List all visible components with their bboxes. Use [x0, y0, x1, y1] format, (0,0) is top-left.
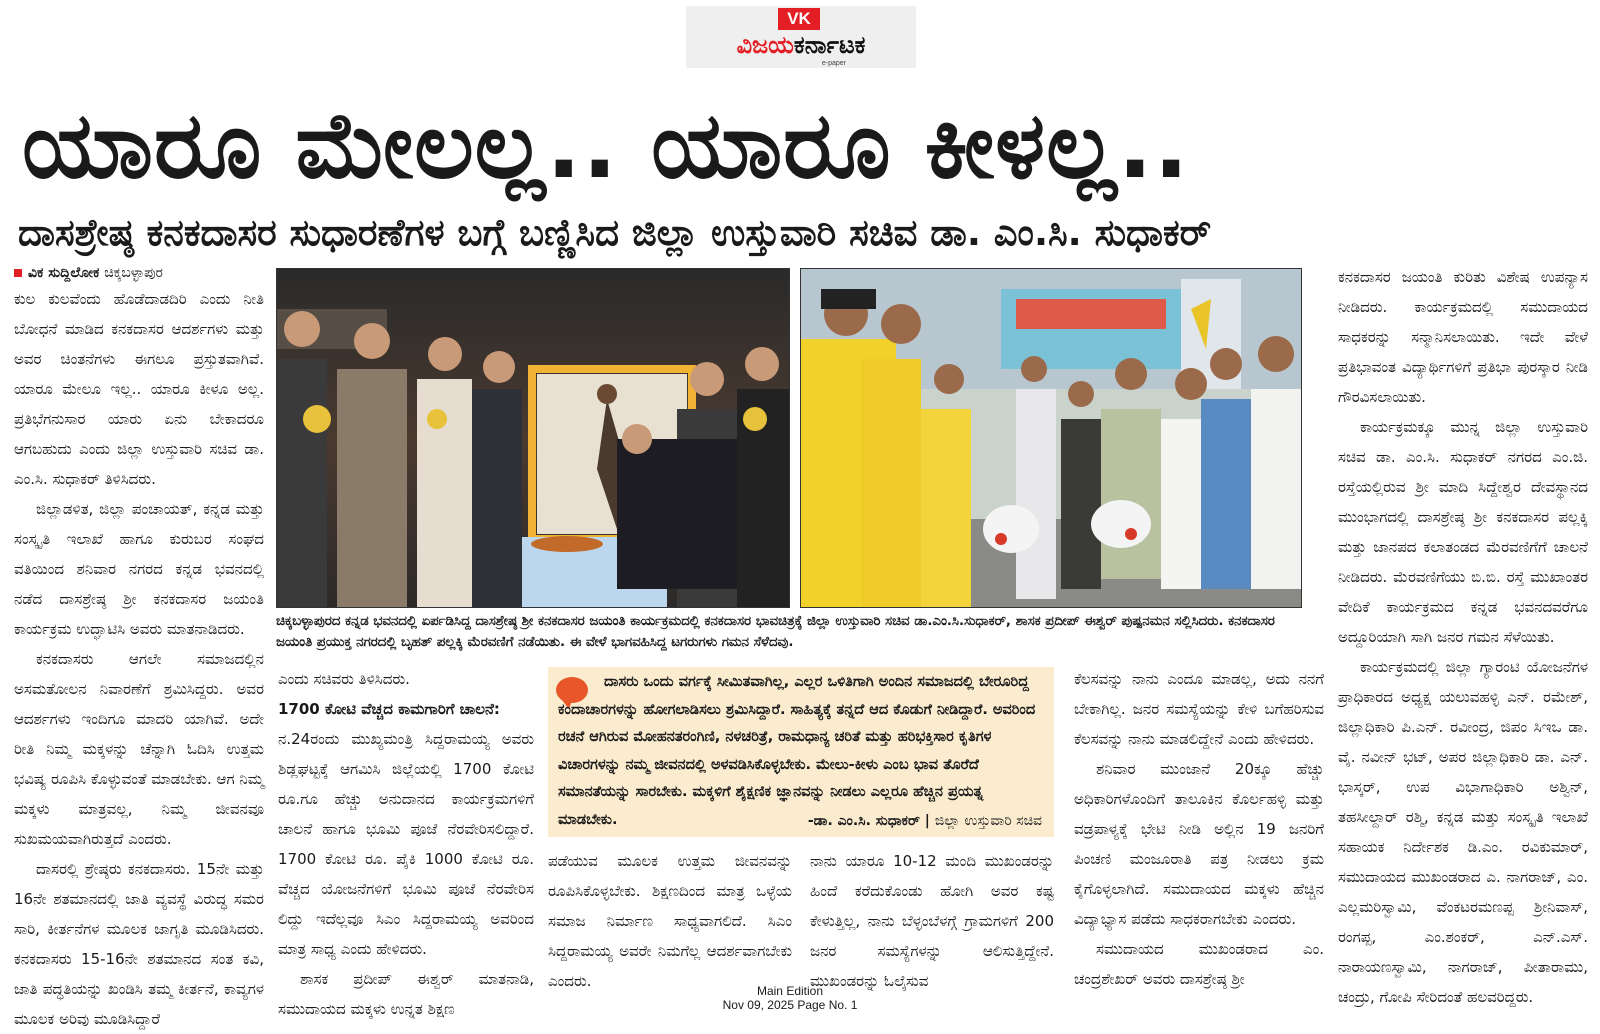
- col2-lead: ಎಂದು ಸಚಿವರು ತಿಳಿಸಿದರು.: [278, 670, 410, 688]
- dateline: [14, 262, 264, 284]
- photo-kanaka-bhavana-tribute: [276, 268, 790, 608]
- col6-para-1: ಕನಕದಾಸರ ಜಯಂತಿ ಕುರಿತು ವಿಶೇಷ ಉಪನ್ಯಾಸ ನೀಡಿದರು. ಕಾರ್ಯಕ್ರಮದಲ್ಲಿ ಸಮುದಾಯದ ಸಾಧಕರನ್ನು ಸನ್ಮಾನಿಸಲಾಯಿತು. ಇದೇ ವೇಳೆ ಪ್ರತಿಭಾವಂತ ವಿದ್ಯಾರ್ಥಿಗಳಿಗೆ ಪ್ರತಿಭಾ ಪುರಸ್ಕಾರ ನೀಡಿ ಗೌರವಿಸಲಾಯಿತು.: [1338, 268, 1588, 406]
- article-column-5: [1074, 664, 1324, 988]
- date-page-label: Nov 09, 2025 Page No. 1: [722, 998, 858, 1012]
- col2-subhead: 1700 ಕೋಟಿ ವೆಚ್ಚದ ಕಾಮಗಾರಿಗೆ ಚಾಲನೆ:: [278, 700, 500, 718]
- article-column-6: [1338, 262, 1588, 1006]
- col5-para-1: ಕೆಲಸವನ್ನು ನಾನು ಎಂದೂ ಮಾಡಲ್ಲ, ಅದು ನನಗೆ ಬೇಕಾಗಿಲ್ಲ. ಜನರ ಸಮಸ್ಯೆಯನ್ನು ಕೇಳಿ ಬಗೆಹರಿಸುವ ಕೆಲಸವನ್ನು ನಾನು ಮಾಡಲಿದ್ದೇನೆ ಎಂದು ಹೇಳಿದರು.: [1074, 670, 1324, 748]
- quote-box: [548, 667, 1054, 837]
- newspaper-name-black: ಕರ್ನಾಟಕ: [793, 31, 866, 59]
- dateline-bureau: ವಿಕ ಸುದ್ದಿಲೋಕ: [28, 265, 100, 281]
- newspaper-name-red: ವಿಜಯ: [736, 31, 794, 59]
- article-column-4: [810, 846, 1054, 990]
- photo-2-image: [801, 269, 1301, 607]
- col1-para-4: ದಾಸರಲ್ಲಿ ಶ್ರೇಷ್ಠರು ಕನಕದಾಸರು. 15ನೇ ಮತ್ತು 16ನೇ ಶತಮಾನದಲ್ಲಿ ಜಾತಿ ವ್ಯವಸ್ಥೆ ವಿರುದ್ಧ ಸಮರ ಸಾರಿ, ಕೀರ್ತನೆಗಳ ಮೂಲಕ ಜಾಗೃತಿ ಮೂಡಿಸಿದರು. ಕನಕದಾಸರು 15-16ನೇ ಶತಮಾನದ ಸಂತ ಕವಿ, ಜಾತಿ ಪದ್ಧತಿಯನ್ನು ಖಂಡಿಸಿ ತಮ್ಮ ಕೀರ್ತನೆ, ಕಾವ್ಯಗಳ ಮೂಲಕ ಅರಿವು ಮೂಡಿಸಿದ್ದಾರೆ: [14, 860, 264, 1028]
- article-column-2: [278, 664, 534, 1018]
- col4-para: ನಾನು ಯಾರೂ 10-12 ಮಂದಿ ಮುಖಂಡರನ್ನು ಹಿಂದೆ ಕರೆದುಕೊಂಡು ಹೋಗಿ ಅವರ ಕಷ್ಟ ಕೇಳುತ್ತಿಲ್ಲ, ನಾನು ಬೆಳ್ಳಂಬೆಳಗ್ಗೆ ಗ್ರಾಮಗಳಿಗೆ 200 ಜನರ ಸಮಸ್ಯೆಗಳನ್ನು ಆಲಿಸುತ್ತಿದ್ದೇನೆ. ಮುಖಂಡರನ್ನು ಓಲೈಸುವ: [810, 852, 1054, 990]
- col1-para-1: ಕುಲ ಕುಲವೆಂದು ಹೊಡೆದಾಡದಿರಿ ಎಂದು ನೀತಿ ಬೋಧನೆ ಮಾಡಿದ ಕನಕದಾಸರ ಆದರ್ಶಗಳು ಮತ್ತು ಅವರ ಚಿಂತನೆಗಳು ಈಗಲೂ ಪ್ರಸ್ತುತವಾಗಿವೆ. ಯಾರೂ ಮೇಲೂ ಇಲ್ಲ.. ಯಾರೂ ಕೀಳೂ ಅಲ್ಲ. ಪ್ರತಿಭೆಗನುಸಾರ ಯಾರು ಏನು ಬೇಕಾದರೂ ಆಗಬಹುದು ಎಂದು ಜಿಲ್ಲಾ ಉಸ್ತುವಾರಿ ಸಚಿವ ಡಾ. ಎಂ.ಸಿ. ಸುಧಾಕರ್ ತಿಳಿಸಿದರು.: [14, 290, 264, 488]
- col6-para-3: ಕಾರ್ಯಕ್ರಮದಲ್ಲಿ ಜಿಲ್ಲಾ ಗ್ಯಾರಂಟಿ ಯೋಜನೆಗಳ ಪ್ರಾಧಿಕಾರದ ಅಧ್ಯಕ್ಷ ಯಲುವಹಳ್ಳಿ ಎನ್. ರಮೇಶ್, ಜಿಲ್ಲಾಧಿಕಾರಿ ಪಿ.ಎನ್. ರವೀಂದ್ರ, ಜಿಪಂ ಸಿಇಒ ಡಾ. ವೈ. ನವೀನ್ ಭಟ್, ಅಪರ ಜಿಲ್ಲಾಧಿಕಾರಿ ಡಾ. ಎನ್. ಭಾಸ್ಕರ್, ಉಪ ವಿಭಾಗಾಧಿಕಾರಿ ಅಶ್ವಿನ್, ತಹಸೀಲ್ದಾರ್ ರಶ್ಮಿ, ಕನ್ನಡ ಮತ್ತು ಸಂಸ್ಕೃತಿ ಇಲಾಖೆ ಸಹಾಯಕ ನಿರ್ದೇಶಕ ಡಿ.ಎಂ. ರವಿಕುಮಾರ್, ಸಮುದಾಯದ ಮುಖಂಡರಾದ ಎ. ನಾಗರಾಜ್, ಎಂ. ಎಲ್ಲಮರಿಸ್ವಾಮಿ, ವೆಂಕಟರಮಣಪ್ಪ ಶ್ರೀನಿವಾಸ್, ರಂಗಪ್ಪ, ಎಂ.ಶಂಕರ್, ಎನ್.ಎಸ್. ನಾರಾಯಣಸ್ವಾಮಿ, ನಾಗರಾಜ್, ಪೀತಾರಾಮು, ಚಂದ್ರು, ಗೋಪಿ ಸೇರಿದಂತೆ ಹಲವರಿದ್ದರು.: [1338, 658, 1588, 1006]
- col1-para-2: ಜಿಲ್ಲಾಡಳಿತ, ಜಿಲ್ಲಾ ಪಂಚಾಯತ್, ಕನ್ನಡ ಮತ್ತು ಸಂಸ್ಕೃತಿ ಇಲಾಖೆ ಹಾಗೂ ಕುರುಬರ ಸಂಘದ ವತಿಯಿಂದ ಶನಿವಾರ ನಗರದ ಕನ್ನಡ ಭವನದಲ್ಲಿ ನಡೆದ ದಾಸಶ್ರೇಷ್ಠ ಶ್ರೀ ಕನಕದಾಸರ ಜಯಂತಿ ಕಾರ್ಯಕ್ರಮ ಉದ್ಘಾಟಿಸಿ ಅವರು ಮಾತನಾಡಿದರು.: [14, 500, 264, 638]
- quote-author-role: ಜಿಲ್ಲಾ ಉಸ್ತುವಾರಿ ಸಚಿವ: [934, 813, 1042, 829]
- masthead-logo: [686, 6, 916, 68]
- quote-author: -ಡಾ. ಎಂ.ಸಿ. ಸುಧಾಕರ್: [807, 813, 920, 829]
- page-footer: [720, 984, 860, 1012]
- edition-label: Main Edition: [756, 984, 824, 998]
- epaper-label: e-paper: [821, 60, 846, 67]
- col5-para-3: ಸಮುದಾಯದ ಮುಖಂಡರಾದ ಎಂ. ಚಂದ್ರಶೇಖರ್ ಅವರು ದಾಸಶ್ರೇಷ್ಠ ಶ್ರೀ: [1074, 940, 1324, 988]
- col6-para-2: ಕಾರ್ಯಕ್ರಮಕ್ಕೂ ಮುನ್ನ ಜಿಲ್ಲಾ ಉಸ್ತುವಾರಿ ಸಚಿವ ಡಾ. ಎಂ.ಸಿ. ಸುಧಾಕರ್ ನಗರದ ಎಂ.ಜಿ. ರಸ್ತೆಯಲ್ಲಿರುವ ಶ್ರೀ ಮಾದಿ ಸಿದ್ದೇಶ್ವರ ದೇವಸ್ಥಾನದ ಮುಂಭಾಗದಲ್ಲಿ ದಾಸಶ್ರೇಷ್ಠ ಶ್ರೀ ಕನಕದಾಸರ ಪಲ್ಲಕ್ಕಿ ಮತ್ತು ಜಾನಪದ ಕಲಾತಂಡದ ಮೆರವಣಿಗೆಗೆ ಚಾಲನೆ ನೀಡಿದರು. ಮೆರವಣಿಗೆಯು ಬಿ.ಬಿ. ರಸ್ತೆ ಮುಖಾಂತರ ವೇದಿಕೆ ಕಾರ್ಯಕ್ರಮದ ಕನ್ನಡ ಭವನದವರೆಗೂ ಅದ್ದೂರಿಯಾಗಿ ಸಾಗಿ ಜನರ ಗಮನ ಸೆಳೆಯಿತು.: [1338, 418, 1588, 646]
- vk-badge: VK: [778, 8, 820, 30]
- col5-para-2: ಶನಿವಾರ ಮುಂಜಾನೆ 20ಕ್ಕೂ ಹೆಚ್ಚು ಅಧಿಕಾರಿಗಳೊಂದಿಗೆ ತಾಲೂಕಿನ ಕೊರ್ಲಹಳ್ಳಿ ಮತ್ತು ವಡ್ರಪಾಳ್ಯಕ್ಕೆ ಭೇಟಿ ನೀಡಿ ಅಲ್ಲಿನ 19 ಜನರಿಗೆ ಪಿಂಚಣಿ ಮಂಜೂರಾತಿ ಪತ್ರ ನೀಡಲು ಕ್ರಮ ಕೈಗೊಳ್ಳಲಾಗಿದೆ. ಸಮುದಾಯದ ಮಕ್ಕಳು ಹೆಚ್ಚಿನ ವಿದ್ಯಾಭ್ಯಾಸ ಪಡೆದು ಸಾಧಕರಾಗಬೇಕು ಎಂದರು.: [1074, 760, 1324, 928]
- quote-signature: -ಡಾ. ಎಂ.ಸಿ. ಸುಧಾಕರ್ | ಜಿಲ್ಲಾ ಉಸ್ತುವಾರಿ ಸಚಿವ: [807, 813, 1042, 829]
- dateline-marker: [14, 269, 22, 277]
- photo-caption: ಚಿಕ್ಕಬಳ್ಳಾಪುರದ ಕನ್ನಡ ಭವನದಲ್ಲಿ ಏರ್ಪಡಿಸಿದ್ದ ದಾಸಶ್ರೇಷ್ಠ ಶ್ರೀ ಕನಕದಾಸರ ಜಯಂತಿ ಕಾರ್ಯಕ್ರಮದಲ್ಲಿ ಕನಕದಾಸರ ಭಾವಚಿತ್ರಕ್ಕೆ ಜಿಲ್ಲಾ ಉಸ್ತುವಾರಿ ಸಚಿವ ಡಾ.ಎಂ.ಸಿ.ಸುಧಾಕರ್, ಶಾಸಕ ಪ್ರದೀಪ್ ಈಶ್ವರ್ ಪುಷ್ಪನಮನ ಸಲ್ಲಿಸಿದರು. ಕನಕದಾಸರ ಜಯಂತಿ ಪ್ರಯುಕ್ತ ನಗರದಲ್ಲಿ ಬೃಹತ್ ಪಲ್ಲಕ್ಕಿ ಮೆರವಣಿಗೆ ನಡೆಯಿತು. ಈ ವೇಳೆ ಭಾಗವಹಿಸಿದ್ದ ಟಗರುಗಳು ಗಮನ ಸೆಳೆದವು.: [276, 614, 1275, 650]
- headline: ಯಾರೂ ಮೇಲಲ್ಲ.. ಯಾರೂ ಕೀಳಲ್ಲ..: [22, 92, 1190, 199]
- subheadline: ದಾಸಶ್ರೇಷ್ಠ ಕನಕದಾಸರ ಸುಧಾರಣೆಗಳ ಬಗ್ಗೆ ಬಣ್ಣಿಸಿದ ಜಿಲ್ಲಾ ಉಸ್ತುವಾರಿ ಸಚಿವ ಡಾ. ಎಂ.ಸಿ. ಸುಧಾಕರ್: [18, 211, 1212, 254]
- newspaper-name: [686, 30, 916, 60]
- col2-body-2: ಶಾಸಕ ಪ್ರದೀಪ್ ಈಶ್ವರ್ ಮಾತನಾಡಿ, ಸಮುದಾಯದ ಮಕ್ಕಳು ಉನ್ನತ ಶಿಕ್ಷಣ: [278, 970, 534, 1018]
- photo-palanquin-procession: [800, 268, 1302, 608]
- article-column-1: [14, 284, 264, 1028]
- quote-text: ದಾಸರು ಒಂದು ವರ್ಗಕ್ಕೆ ಸೀಮಿತವಾಗಿಲ್ಲ, ಎಲ್ಲರ ಒಳಿತಿಗಾಗಿ ಅಂದಿನ ಸಮಾಜದಲ್ಲಿ ಬೇರೂರಿದ್ದ ಕಂದಾಚಾರಗಳನ್ನು ಹೋಗಲಾಡಿಸಲು ಶ್ರಮಿಸಿದ್ದಾರೆ. ಸಾಹಿತ್ಯಕ್ಕೆ ತನ್ನದೆ ಆದ ಕೊಡುಗೆ ನೀಡಿದ್ದಾರೆ. ಅವರಿಂದ ರಚನೆ ಆಗಿರುವ ಮೋಹನತರಂಗಿಣಿ, ನಳಚರಿತ್ರೆ, ರಾಮಧಾನ್ಯ ಚರಿತೆ ಮತ್ತು ಹರಿಭಕ್ತಿಸಾರ ಕೃತಿಗಳ ವಿಚಾರಗಳನ್ನು ನಮ್ಮ ಜೀವನದಲ್ಲಿ ಅಳವಡಿಸಿಕೊಳ್ಳಬೇಕು. ಮೇಲು-ಕೀಳು ಎಂಬ ಭಾವ ತೊರೆದೆ ಸಮಾನತೆಯನ್ನು ಸಾರಬೇಕು. ಮಕ್ಕಳಿಗೆ ಶೈಕ್ಷಣಿಕ ಜ್ಞಾನವನ್ನು ನೀಡಲು ಎಲ್ಲರೂ ಹೆಚ್ಚಿನ ಪ್ರಯತ್ನ ಮಾಡಬೇಕು.: [558, 674, 1036, 828]
- dateline-place: ಚಿಕ್ಕಬಳ್ಳಾಪುರ: [104, 265, 163, 281]
- col2-body: ನ.24ರಂದು ಮುಖ್ಯಮಂತ್ರಿ ಸಿದ್ದರಾಮಯ್ಯ ಅವರು ಶಿಡ್ಲಘಟ್ಟಕ್ಕೆ ಆಗಮಿಸಿ ಜಿಲ್ಲೆಯಲ್ಲಿ 1700 ಕೋಟಿ ರೂ.ಗೂ ಹೆಚ್ಚು ಅನುದಾನದ ಕಾರ್ಯಕ್ರಮಗಳಿಗೆ ಚಾಲನೆ ಹಾಗೂ ಭೂಮಿ ಪೂಜೆ ನೆರವೇರಿಸಲಿದ್ದಾರೆ. 1700 ಕೋಟಿ ರೂ. ಪೈಕಿ 1000 ಕೋಟಿ ರೂ. ವೆಚ್ಚದ ಯೋಜನೆಗಳಿಗೆ ಭೂಮಿ ಪೂಜೆ ನೆರವೇರಿಸ ಲಿದ್ದು ಇದೆಲ್ಲವೂ ಸಿಎಂ ಸಿದ್ದರಾಮಯ್ಯ ಅವರಿಂದ ಮಾತ್ರ ಸಾಧ್ಯ ಎಂದು ಹೇಳಿದರು.: [278, 730, 534, 958]
- photo-1-image: [277, 269, 789, 607]
- col3-para: ಪಡೆಯುವ ಮೂಲಕ ಉತ್ತಮ ಜೀವನವನ್ನು ರೂಪಿಸಿಕೊಳ್ಳಬೇಕು. ಶಿಕ್ಷಣದಿಂದ ಮಾತ್ರ ಒಳ್ಳೆಯ ಸಮಾಜ ನಿರ್ಮಾಣ ಸಾಧ್ಯವಾಗಲಿದೆ. ಸಿಎಂ ಸಿದ್ದರಾಮಯ್ಯ ಅವರೇ ನಿಮಗೆಲ್ಲ ಆದರ್ಶವಾಗಬೇಕು ಎಂದರು.: [548, 852, 792, 990]
- col1-para-3: ಕನಕದಾಸರು ಆಗಲೇ ಸಮಾಜದಲ್ಲಿನ ಅಸಮತೋಲನ ನಿವಾರಣೆಗೆ ಶ್ರಮಿಸಿದ್ದರು. ಅವರ ಆದರ್ಶಗಳು ಇಂದಿಗೂ ಮಾದರಿ ಯಾಗಿವೆ. ಅದೇ ರೀತಿ ನಿಮ್ಮ ಮಕ್ಕಳನ್ನು ಚೆನ್ನಾಗಿ ಓದಿಸಿ ಉತ್ತಮ ಭವಿಷ್ಯ ರೂಪಿಸಿ ಕೊಳ್ಳುವಂತೆ ಮಾಡಬೇಕು. ಆಗ ನಿಮ್ಮ ಮಕ್ಕಳು ಮಾತ್ರವಲ್ಲ, ನಿಮ್ಮ ಜೀವನವೂ ಸುಖಮಯವಾಗಿರುತ್ತದೆ ಎಂದರು.: [14, 650, 264, 848]
- article-column-3: [548, 846, 792, 990]
